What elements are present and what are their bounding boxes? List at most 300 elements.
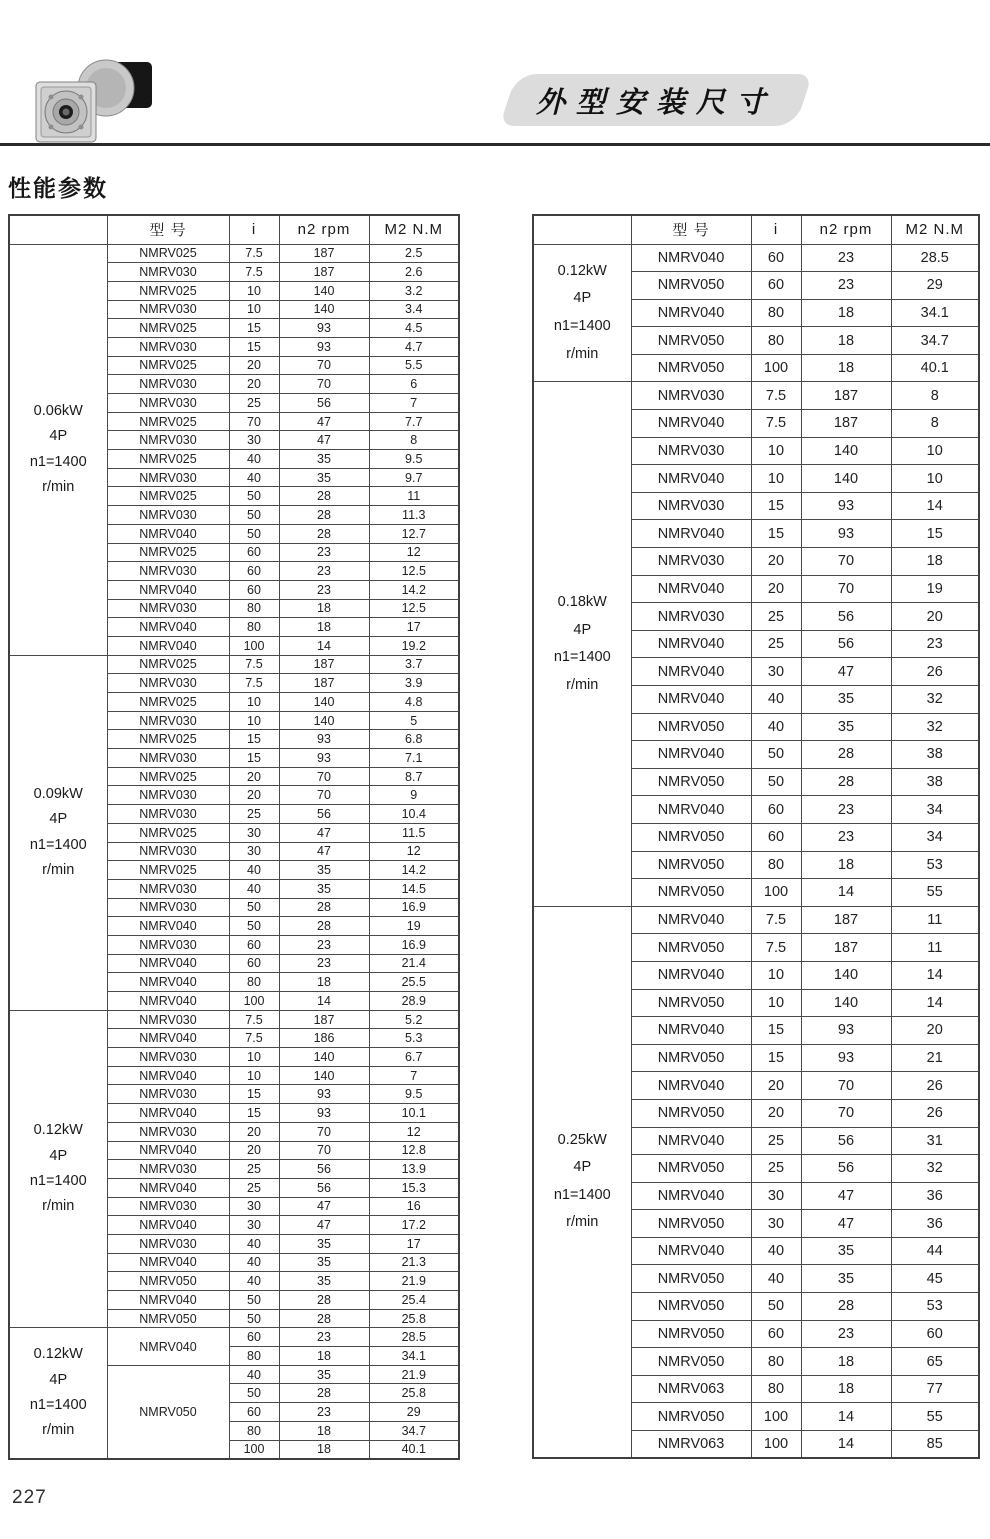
torque-cell: 25.5 [369,973,459,992]
speed-cell: 70 [801,575,891,603]
model-cell: NMRV025 [107,861,229,880]
torque-cell: 44 [891,1237,979,1265]
model-cell: NMRV030 [107,1122,229,1141]
torque-cell: 15.3 [369,1178,459,1197]
torque-cell: 23 [891,630,979,658]
ratio-cell: 40 [751,686,801,714]
torque-cell: 32 [891,713,979,741]
ratio-cell: 20 [229,786,279,805]
speed-cell: 56 [279,1178,369,1197]
ratio-cell: 7.5 [751,410,801,438]
model-cell: NMRV063 [631,1431,751,1459]
speed-cell: 18 [279,618,369,637]
model-cell: NMRV030 [107,394,229,413]
table-row [533,244,979,272]
power-group-line: 0.06kW [33,402,83,419]
ratio-cell: 60 [229,580,279,599]
model-cell: NMRV025 [107,487,229,506]
torque-cell: 8 [891,382,979,410]
torque-cell: 28.5 [891,244,979,272]
model-cell: NMRV040 [631,1237,751,1265]
model-cell: NMRV050 [631,879,751,907]
torque-cell: 9 [369,786,459,805]
model-cell: NMRV030 [631,437,751,465]
speed-cell: 70 [279,375,369,394]
speed-cell: 14 [279,992,369,1011]
torque-cell: 11.3 [369,506,459,525]
speed-cell: 18 [801,1348,891,1376]
ratio-cell: 25 [229,394,279,413]
table-row [9,244,459,263]
ratio-cell: 25 [751,603,801,631]
ratio-cell: 50 [229,487,279,506]
torque-cell: 77 [891,1375,979,1403]
ratio-cell: 20 [229,375,279,394]
power-group-line: r/min [566,345,599,362]
table-header-row [533,215,979,244]
torque-cell: 45 [891,1265,979,1293]
model-cell: NMRV025 [107,412,229,431]
torque-cell: 3.7 [369,655,459,674]
speed-cell: 18 [279,973,369,992]
speed-cell: 28 [801,768,891,796]
speed-cell: 28 [279,1291,369,1310]
ratio-cell: 15 [751,520,801,548]
ratio-cell: 40 [751,1265,801,1293]
model-cell: NMRV040 [107,992,229,1011]
torque-cell: 7 [369,1066,459,1085]
model-cell: NMRV050 [631,713,751,741]
torque-cell: 26 [891,1099,979,1127]
torque-cell: 6.8 [369,730,459,749]
ratio-cell: 30 [229,823,279,842]
speed-cell: 23 [801,244,891,272]
torque-cell: 13.9 [369,1160,459,1179]
speed-cell: 47 [279,431,369,450]
ratio-cell: 100 [751,1403,801,1431]
ratio-cell: 40 [751,713,801,741]
speed-cell: 140 [801,437,891,465]
speed-cell: 56 [279,394,369,413]
model-cell: NMRV050 [631,1265,751,1293]
torque-cell: 60 [891,1320,979,1348]
torque-cell: 7 [369,394,459,413]
torque-cell: 16 [369,1197,459,1216]
ratio-cell: 7.5 [229,655,279,674]
model-cell: NMRV030 [631,382,751,410]
model-cell: NMRV025 [107,767,229,786]
model-cell: NMRV025 [107,823,229,842]
model-cell: NMRV025 [107,281,229,300]
ratio-cell: 100 [229,636,279,655]
model-cell: NMRV050 [631,272,751,300]
torque-cell: 55 [891,879,979,907]
ratio-cell: 60 [229,1403,279,1422]
model-column-header: 型 号 [107,215,229,244]
torque-cell: 4.5 [369,319,459,338]
model-cell: NMRV025 [107,655,229,674]
ratio-cell: 80 [751,851,801,879]
model-cell: NMRV030 [107,805,229,824]
ratio-cell: 10 [229,281,279,300]
model-cell: NMRV030 [107,375,229,394]
speed-cell: 70 [279,356,369,375]
model-cell: NMRV040 [107,1328,229,1365]
ratio-cell: 30 [229,842,279,861]
model-cell: NMRV025 [107,450,229,469]
ratio-cell: 15 [229,1104,279,1123]
model-cell: NMRV040 [107,1141,229,1160]
ratio-cell: 40 [229,861,279,880]
speed-cell: 187 [801,382,891,410]
ratio-cell: 50 [229,917,279,936]
speed-cell: 23 [279,935,369,954]
torque-cell: 9.5 [369,450,459,469]
speed-cell: 35 [279,1272,369,1291]
torque-cell: 34 [891,796,979,824]
ratio-cell: 15 [229,749,279,768]
speed-cell: 18 [801,1375,891,1403]
torque-cell: 85 [891,1431,979,1459]
ratio-cell: 40 [229,1234,279,1253]
torque-cell: 3.9 [369,674,459,693]
torque-cell: 11 [891,934,979,962]
torque-cell: 38 [891,741,979,769]
speed-cell: 93 [279,749,369,768]
torque-cell: 2.6 [369,263,459,282]
ratio-cell: 15 [229,1085,279,1104]
speed-cell: 187 [279,674,369,693]
model-cell: NMRV050 [631,327,751,355]
model-cell: NMRV030 [631,492,751,520]
torque-cell: 10 [891,437,979,465]
model-cell: NMRV040 [631,299,751,327]
model-cell: NMRV040 [631,906,751,934]
speed-cell: 18 [801,299,891,327]
torque-cell: 9.7 [369,468,459,487]
torque-cell: 10 [891,465,979,493]
ratio-cell: 60 [751,244,801,272]
power-column-header [9,215,107,244]
ratio-cell: 60 [229,562,279,581]
speed-cell: 140 [801,989,891,1017]
speed-cell: 187 [279,244,369,263]
torque-cell: 38 [891,768,979,796]
ratio-cell: 25 [229,1160,279,1179]
model-cell: NMRV030 [107,1048,229,1067]
speed-cell: 70 [279,786,369,805]
torque-cell: 5.2 [369,1010,459,1029]
ratio-cell: 15 [751,1044,801,1072]
model-cell: NMRV040 [631,1017,751,1045]
model-cell: NMRV030 [107,786,229,805]
ratio-cell: 100 [229,992,279,1011]
model-cell: NMRV030 [631,603,751,631]
model-cell: NMRV040 [631,686,751,714]
torque-cell: 8 [891,410,979,438]
power-group-label [9,1010,107,1328]
ratio-cell: 60 [229,543,279,562]
speed-cell: 18 [801,354,891,382]
model-cell: NMRV050 [631,354,751,382]
model-cell: NMRV030 [107,300,229,319]
ratio-cell: 7.5 [229,1010,279,1029]
ratio-cell: 60 [229,954,279,973]
torque-cell: 16.9 [369,935,459,954]
speed-cell: 140 [279,300,369,319]
torque-column-header: M2 N.M [891,215,979,244]
torque-cell: 26 [891,1072,979,1100]
ratio-cell: 10 [751,961,801,989]
model-cell: NMRV025 [107,730,229,749]
torque-cell: 34 [891,823,979,851]
model-cell: NMRV030 [107,337,229,356]
torque-cell: 12.7 [369,524,459,543]
speed-cell: 93 [279,1085,369,1104]
speed-cell: 23 [801,272,891,300]
ratio-cell: 30 [229,1216,279,1235]
model-cell: NMRV050 [631,1348,751,1376]
model-cell: NMRV030 [107,935,229,954]
speed-cell: 28 [801,1293,891,1321]
power-group-label [9,1328,107,1459]
torque-cell: 16.9 [369,898,459,917]
ratio-cell: 100 [229,1440,279,1459]
ratio-cell: 15 [751,492,801,520]
model-cell: NMRV040 [107,636,229,655]
model-cell: NMRV040 [107,917,229,936]
speed-cell: 56 [801,1127,891,1155]
torque-cell: 14.5 [369,879,459,898]
ratio-cell: 20 [229,1141,279,1160]
torque-cell: 21.3 [369,1253,459,1272]
power-group-label [533,906,631,1458]
model-cell: NMRV050 [631,1320,751,1348]
torque-cell: 29 [891,272,979,300]
model-cell: NMRV050 [631,851,751,879]
ratio-cell: 50 [229,898,279,917]
speed-cell: 18 [801,327,891,355]
power-group-line: 0.12kW [557,262,607,279]
performance-table-left [8,214,460,1460]
torque-cell: 17 [369,1234,459,1253]
speed-cell: 14 [279,636,369,655]
ratio-cell: 50 [751,741,801,769]
ratio-cell: 20 [751,1099,801,1127]
torque-cell: 7.1 [369,749,459,768]
speed-cell: 47 [279,412,369,431]
torque-cell: 25.8 [369,1309,459,1328]
speed-cell: 28 [279,506,369,525]
power-group-line: n1=1400 [29,1397,87,1414]
speed-cell: 93 [279,319,369,338]
torque-cell: 34.7 [369,1421,459,1440]
power-group-label [533,244,631,382]
ratio-cell: 10 [229,1066,279,1085]
ratio-cell: 10 [229,711,279,730]
model-cell: NMRV050 [631,1099,751,1127]
torque-cell: 5.3 [369,1029,459,1048]
speed-cell: 140 [279,1066,369,1085]
torque-cell: 26 [891,658,979,686]
speed-cell: 35 [279,1253,369,1272]
torque-cell: 4.8 [369,693,459,712]
torque-cell: 11 [369,487,459,506]
model-cell: NMRV030 [107,599,229,618]
power-group-line: 0.12kW [33,1346,83,1363]
speed-cell: 35 [279,1234,369,1253]
power-group-label [9,655,107,1010]
model-cell: NMRV063 [631,1375,751,1403]
torque-cell: 55 [891,1403,979,1431]
performance-table-right [532,214,980,1459]
ratio-cell: 50 [229,524,279,543]
ratio-cell: 25 [751,1155,801,1183]
table-header-row [9,215,459,244]
ratio-cell: 40 [229,1253,279,1272]
table-row [9,1328,459,1347]
torque-cell: 6.7 [369,1048,459,1067]
ratio-cell: 80 [229,1421,279,1440]
speed-cell: 28 [279,917,369,936]
speed-cell: 28 [279,1384,369,1403]
speed-cell: 70 [279,1122,369,1141]
speed-cell: 47 [801,1210,891,1238]
model-cell: NMRV030 [107,674,229,693]
model-cell: NMRV040 [631,658,751,686]
model-cell: NMRV040 [631,465,751,493]
speed-cell: 187 [801,934,891,962]
power-group-line: 4P [49,428,68,445]
power-group-line: 4P [49,811,68,828]
torque-cell: 17 [369,618,459,637]
speed-cell: 140 [279,693,369,712]
torque-cell: 14 [891,492,979,520]
speed-cell: 140 [801,465,891,493]
ratio-cell: 7.5 [229,263,279,282]
speed-cell: 47 [279,1197,369,1216]
torque-cell: 20 [891,1017,979,1045]
model-cell: NMRV030 [107,1197,229,1216]
torque-cell: 4.7 [369,337,459,356]
speed-cell: 14 [801,879,891,907]
ratio-cell: 30 [751,658,801,686]
power-group-line: r/min [42,862,75,879]
speed-cell: 47 [801,658,891,686]
torque-cell: 31 [891,1127,979,1155]
torque-cell: 14.2 [369,580,459,599]
torque-cell: 12 [369,543,459,562]
power-group-line: 0.25kW [557,1131,607,1148]
speed-cell: 47 [279,823,369,842]
power-group-line: r/min [42,1198,75,1215]
ratio-cell: 20 [229,356,279,375]
speed-cell: 56 [801,603,891,631]
ratio-cell: 7.5 [751,934,801,962]
speed-cell: 35 [801,713,891,741]
torque-cell: 2.5 [369,244,459,263]
ratio-cell: 80 [229,973,279,992]
power-group-line: n1=1400 [553,317,611,334]
ratio-column-header: i [751,215,801,244]
speed-cell: 70 [279,767,369,786]
ratio-cell: 80 [751,299,801,327]
model-cell: NMRV040 [107,1029,229,1048]
ratio-cell: 25 [751,1127,801,1155]
speed-cell: 23 [801,1320,891,1348]
model-cell: NMRV040 [107,1216,229,1235]
gearmotor-photo [28,52,156,148]
speed-cell: 18 [279,1347,369,1366]
power-group-line: 0.18kW [557,594,607,611]
speed-cell: 93 [279,730,369,749]
model-cell: NMRV040 [107,1178,229,1197]
power-group-line: r/min [566,676,599,693]
speed-cell: 93 [801,492,891,520]
ratio-cell: 20 [751,548,801,576]
ratio-cell: 40 [229,468,279,487]
torque-cell: 19.2 [369,636,459,655]
ratio-cell: 7.5 [751,906,801,934]
model-cell: NMRV040 [631,520,751,548]
model-cell: NMRV040 [107,1291,229,1310]
table-row [533,906,979,934]
ratio-cell: 80 [229,618,279,637]
model-cell: NMRV030 [631,548,751,576]
model-cell: NMRV030 [107,711,229,730]
torque-cell: 14 [891,961,979,989]
table-row [9,1010,459,1029]
torque-cell: 12 [369,842,459,861]
table-row [533,382,979,410]
ratio-cell: 40 [229,1272,279,1291]
torque-cell: 10.1 [369,1104,459,1123]
speed-cell: 186 [279,1029,369,1048]
ratio-cell: 25 [229,805,279,824]
model-cell: NMRV025 [107,543,229,562]
power-group-line: 4P [573,621,592,638]
model-cell: NMRV050 [631,1210,751,1238]
ratio-cell: 30 [751,1182,801,1210]
torque-cell: 36 [891,1210,979,1238]
speed-cell: 28 [279,1309,369,1328]
torque-cell: 18 [891,548,979,576]
speed-cell: 28 [279,898,369,917]
header-divider [0,143,990,146]
ratio-cell: 50 [751,768,801,796]
speed-cell: 14 [801,1431,891,1459]
torque-cell: 6 [369,375,459,394]
torque-cell: 19 [369,917,459,936]
model-cell: NMRV025 [107,356,229,375]
torque-cell: 21.9 [369,1272,459,1291]
model-cell: NMRV040 [631,1127,751,1155]
speed-cell: 93 [801,520,891,548]
model-cell: NMRV050 [631,1155,751,1183]
speed-cell: 187 [279,1010,369,1029]
model-cell: NMRV040 [631,410,751,438]
torque-cell: 14.2 [369,861,459,880]
speed-cell: 140 [279,1048,369,1067]
torque-cell: 28.5 [369,1328,459,1347]
speed-cell: 56 [279,1160,369,1179]
ratio-cell: 10 [229,1048,279,1067]
speed-cell: 70 [801,1099,891,1127]
speed-cell: 56 [279,805,369,824]
torque-cell: 14 [891,989,979,1017]
torque-cell: 11 [891,906,979,934]
speed-cell: 35 [279,450,369,469]
